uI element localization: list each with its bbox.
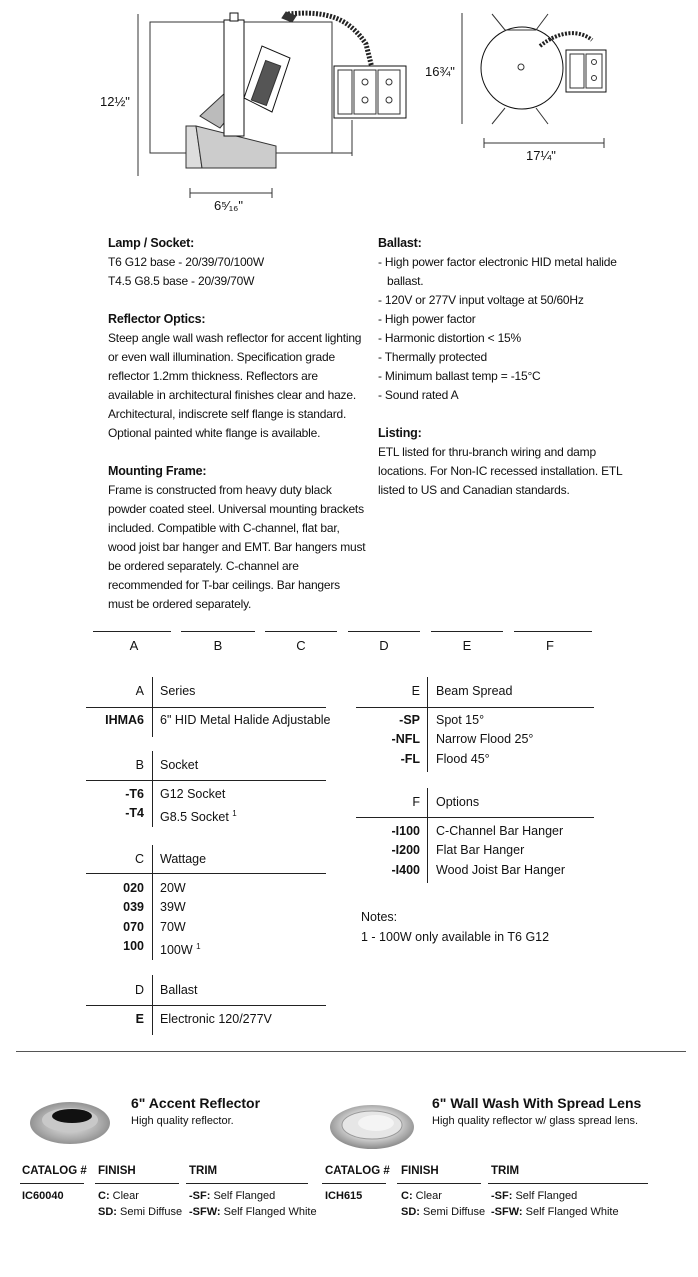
order-column-d: D xyxy=(379,638,389,653)
table-row: 100 100W $^1$ xyxy=(123,939,201,958)
series-label: Series xyxy=(160,684,196,698)
table-row: -T4 G8.5 Socket $^1$ xyxy=(125,806,237,825)
table-row: 020 20W xyxy=(123,880,186,895)
finish-list: C: Clear SD: Semi Diffuse xyxy=(401,1190,486,1218)
accent-reflector-image xyxy=(28,1100,112,1146)
accessory-title: 6" Accent Reflector xyxy=(131,1095,261,1111)
table-row: IHMA6 6" HID Metal Halide Adjustable xyxy=(105,712,331,727)
mounting-title: Mounting Frame: xyxy=(108,464,207,478)
spec-right-column xyxy=(378,234,623,500)
ballast-letter: D xyxy=(134,983,144,997)
reflector-title: Reflector Optics: xyxy=(108,312,206,326)
socket-letter: B xyxy=(135,758,144,772)
section-divider xyxy=(16,1051,686,1052)
catalog-header: CATALOG # xyxy=(325,1165,390,1177)
table-row: 070 70W xyxy=(123,919,186,934)
order-column-a: A xyxy=(129,638,139,653)
finish-list: C: Clear SD: Semi Diffuse xyxy=(98,1190,183,1218)
table-row: -FL Flood 45° xyxy=(400,751,490,766)
trim-header: TRIM xyxy=(491,1165,520,1177)
socket-table xyxy=(86,756,237,828)
trim-list: -SF: Self Flanged -SFW: Self Flanged White xyxy=(189,1190,317,1218)
table-row: -NFL Narrow Flood 25° xyxy=(391,732,534,746)
beam-letter: E xyxy=(411,684,420,698)
dimension-width-right: 17¼" xyxy=(526,148,556,163)
wall-wash-lens-image xyxy=(328,1103,416,1151)
series-table xyxy=(86,682,331,730)
beam-table xyxy=(356,682,533,769)
product-drawings xyxy=(0,0,698,230)
table-row: -SP Spot 15° xyxy=(399,712,485,727)
notes xyxy=(361,907,549,947)
lamp-socket-title: Lamp / Socket: xyxy=(108,236,195,250)
wattage-table xyxy=(86,850,206,961)
finish-header: FINISH xyxy=(98,1165,136,1177)
ballast-item: - High power factor xyxy=(378,312,476,326)
table-row: -I200 Flat Bar Hanger xyxy=(391,843,525,857)
wattage-letter: C xyxy=(134,852,144,866)
dimension-height-right: 16¾" xyxy=(425,64,455,79)
spec-left-column xyxy=(108,234,366,614)
table-row: -T6 G12 Socket xyxy=(125,786,226,801)
ballast-list xyxy=(378,253,623,405)
wattage-label: Wattage xyxy=(160,852,207,866)
ballast-item: - Harmonic distortion < 15% xyxy=(378,331,521,345)
ballast-item: - Sound rated A xyxy=(378,388,459,402)
dimension-width-left: 6⁵⁄₁₆" xyxy=(214,198,244,213)
table-row: -I100 C-Channel Bar Hanger xyxy=(391,823,564,838)
accessory-subtitle: High quality reflector. xyxy=(131,1115,234,1127)
notes-text: 1 - 100W only available in T6 G12 xyxy=(361,930,550,944)
ballast-label: Ballast xyxy=(160,983,198,997)
notes-title: Notes: xyxy=(361,910,398,924)
options-label: Options xyxy=(436,795,480,809)
series-letter: A xyxy=(135,684,144,698)
table-row: 039 39W xyxy=(123,900,186,914)
socket-label: Socket xyxy=(160,758,199,772)
ballast-item: - Minimum ballast temp = -15°C xyxy=(378,369,541,383)
catalog-number: IC60040 xyxy=(22,1190,64,1202)
ballast-title: Ballast: xyxy=(378,236,422,250)
ballast-item: - Thermally protected xyxy=(378,350,487,364)
order-column-c: C xyxy=(296,638,306,653)
order-column-f: F xyxy=(546,638,554,653)
listing-title: Listing: xyxy=(378,426,422,440)
options-letter: F xyxy=(412,795,420,809)
reflector-text: Steep angle wall wash reflector for accent lighting or even wall illumination. Specification grade reflector 1.2mm thickness. Reflectors are available in architectural finishes clear and haze. Architectural, indiscrete self flange is standard. Optional painted white flange is available. xyxy=(108,331,362,440)
table-row: -I400 Wood Joist Bar Hanger xyxy=(391,862,565,877)
finish-header: FINISH xyxy=(401,1165,439,1177)
ballast-item: - 120V or 277V input voltage at 50/60Hz xyxy=(378,293,584,307)
trim-list: -SF: Self Flanged -SFW: Self Flanged White xyxy=(491,1190,619,1218)
table-row: E Electronic 120/277V xyxy=(135,1011,272,1026)
lamp-line: T6 G12 base - 20/39/70/100W xyxy=(108,255,265,269)
order-column-e: E xyxy=(462,638,472,653)
order-column-b: B xyxy=(213,638,223,653)
ballast-item: - High power factor electronic HID metal halide ballast. xyxy=(378,255,617,288)
listing-text: ETL listed for thru-branch wiring and damp locations. For Non-IC recessed installation. ETL listed to US and Canadian standards. xyxy=(378,445,623,497)
beam-label: Beam Spread xyxy=(436,684,513,698)
catalog-header: CATALOG # xyxy=(22,1165,87,1177)
accessory-title: 6" Wall Wash With Spread Lens xyxy=(432,1095,642,1111)
dimension-height-left: 12½" xyxy=(100,94,130,109)
mounting-text: Frame is constructed from heavy duty black powder coated steel. Universal mounting brackets included. Compatible with C-channel, flat bar, wood joist bar hanger and EMT. Bar hangers must be ordered separately. C-channel are recommended for T-bar ceilings. Bar hangers must be ordered separately. xyxy=(108,483,366,611)
accessory-subtitle: High quality reflector w/ glass spread lens. xyxy=(432,1115,639,1127)
catalog-number: ICH615 xyxy=(325,1190,363,1202)
options-table xyxy=(356,793,565,880)
trim-header: TRIM xyxy=(189,1165,218,1177)
lamp-line: T4.5 G8.5 base - 20/39/70W xyxy=(108,274,255,288)
